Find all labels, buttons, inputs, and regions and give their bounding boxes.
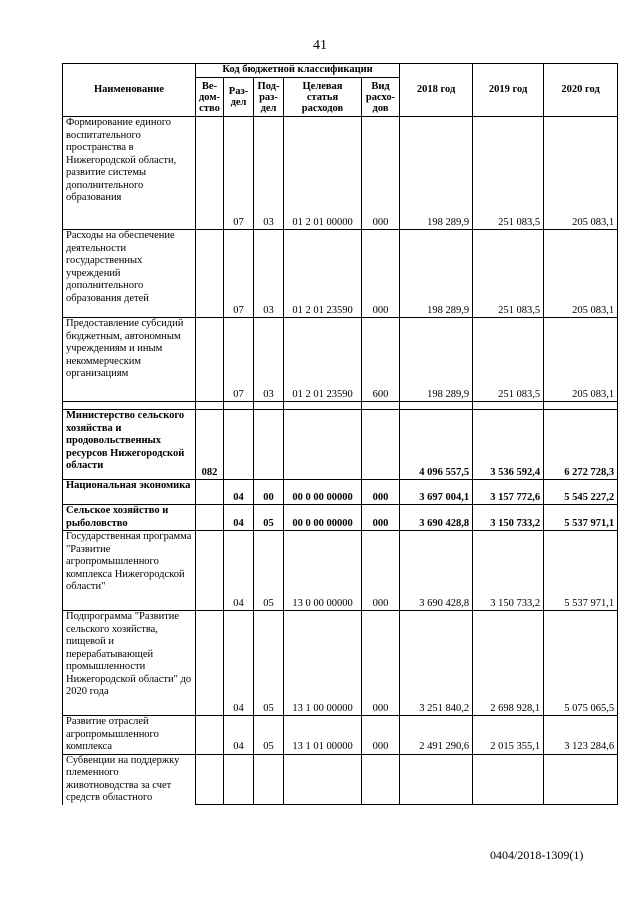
budget-table	[62, 63, 618, 805]
row-podrazdel: 05	[254, 505, 284, 531]
row-razdel	[224, 754, 254, 805]
row-tselevaya-statya: 01 2 01 00000	[284, 117, 362, 230]
row-value-2018: 3 690 428,8	[400, 531, 473, 611]
row-razdel	[224, 402, 254, 410]
row-value-2019: 3 150 733,2	[473, 531, 544, 611]
header-podrazdel: Под- раз- дел	[254, 78, 284, 117]
row-name: Сельское хозяйство и рыболовство	[63, 505, 196, 531]
row-razdel: 04	[224, 480, 254, 505]
row-vid-raskhodov: 000	[362, 117, 400, 230]
row-name: Развитие отраслей агропромышленного комплекса	[63, 716, 196, 755]
row-vedomstvo	[196, 611, 224, 716]
row-razdel: 04	[224, 505, 254, 531]
table-row	[63, 716, 618, 755]
row-value-2019: 3 536 592,4	[473, 410, 544, 480]
row-vedomstvo	[196, 117, 224, 230]
row-tselevaya-statya: 01 2 01 23590	[284, 230, 362, 318]
header-name: Наименование	[63, 64, 196, 117]
row-razdel: 04	[224, 611, 254, 716]
row-podrazdel: 03	[254, 117, 284, 230]
row-podrazdel	[254, 754, 284, 805]
row-name: Субвенции на поддержку племенного животноводства за счет средств областного	[63, 754, 196, 805]
table-row	[63, 410, 618, 480]
row-value-2019: 251 083,5	[473, 230, 544, 318]
row-value-2019: 2 698 928,1	[473, 611, 544, 716]
row-razdel	[224, 410, 254, 480]
row-tselevaya-statya	[284, 410, 362, 480]
row-value-2018: 2 491 290,6	[400, 716, 473, 755]
row-vid-raskhodov: 000	[362, 230, 400, 318]
row-name: Государственная программа "Развитие агропромышленного комплекса Нижегородской области"	[63, 531, 196, 611]
header-vedomstvo: Ве- дом- ство	[196, 78, 224, 117]
row-vedomstvo: 082	[196, 410, 224, 480]
row-value-2020: 205 083,1	[544, 117, 618, 230]
row-tselevaya-statya: 13 0 00 00000	[284, 531, 362, 611]
table-row	[63, 117, 618, 230]
header-budget-code: Код бюджетной классификации	[196, 64, 400, 78]
row-vedomstvo	[196, 754, 224, 805]
row-name: Национальная экономика	[63, 480, 196, 505]
row-vedomstvo	[196, 402, 224, 410]
row-razdel: 04	[224, 716, 254, 755]
row-vedomstvo	[196, 531, 224, 611]
row-vid-raskhodov: 000	[362, 505, 400, 531]
row-value-2020	[544, 754, 618, 805]
document-code: 0404/2018-1309(1)	[490, 848, 584, 862]
row-name: Министерство сельского хозяйства и продовольственных ресурсов Нижегородской области	[63, 410, 196, 480]
row-value-2019: 251 083,5	[473, 318, 544, 402]
row-podrazdel: 05	[254, 716, 284, 755]
page-number: 41	[313, 38, 327, 53]
row-podrazdel: 05	[254, 531, 284, 611]
row-vid-raskhodov: 000	[362, 531, 400, 611]
table-row	[63, 318, 618, 402]
row-tselevaya-statya	[284, 402, 362, 410]
row-value-2019	[473, 754, 544, 805]
row-podrazdel	[254, 402, 284, 410]
table-row	[63, 531, 618, 611]
row-value-2018	[400, 402, 473, 410]
row-podrazdel: 03	[254, 318, 284, 402]
row-podrazdel	[254, 410, 284, 480]
table-body	[63, 117, 618, 805]
table-row	[63, 402, 618, 410]
row-vid-raskhodov: 000	[362, 716, 400, 755]
row-value-2020: 5 537 971,1	[544, 531, 618, 611]
row-name	[63, 402, 196, 410]
header-2020: 2020 год	[544, 64, 618, 117]
row-vedomstvo	[196, 716, 224, 755]
header-tselevaya-statya: Целевая статья расходов	[284, 78, 362, 117]
row-value-2019: 251 083,5	[473, 117, 544, 230]
row-razdel: 07	[224, 117, 254, 230]
row-vedomstvo	[196, 230, 224, 318]
row-razdel: 04	[224, 531, 254, 611]
row-value-2020: 5 537 971,1	[544, 505, 618, 531]
row-value-2018: 198 289,9	[400, 230, 473, 318]
header-2018: 2018 год	[400, 64, 473, 117]
table-row	[63, 754, 618, 805]
row-vid-raskhodov: 000	[362, 480, 400, 505]
row-value-2020: 3 123 284,6	[544, 716, 618, 755]
row-value-2019: 2 015 355,1	[473, 716, 544, 755]
row-value-2018: 3 690 428,8	[400, 505, 473, 531]
row-tselevaya-statya: 13 1 01 00000	[284, 716, 362, 755]
row-value-2018: 3 697 004,1	[400, 480, 473, 505]
row-tselevaya-statya: 00 0 00 00000	[284, 480, 362, 505]
table-row	[63, 611, 618, 716]
row-value-2018: 4 096 557,5	[400, 410, 473, 480]
row-razdel: 07	[224, 318, 254, 402]
row-name: Расходы на обеспечение деятельности государственных учреждений дополнительного образования детей	[63, 230, 196, 318]
row-value-2020: 6 272 728,3	[544, 410, 618, 480]
row-podrazdel: 05	[254, 611, 284, 716]
row-name: Формирование единого воспитательного пространства в Нижегородской области, развитие системы дополнительного образования	[63, 117, 196, 230]
row-value-2020: 5 545 227,2	[544, 480, 618, 505]
row-value-2018: 3 251 840,2	[400, 611, 473, 716]
row-vedomstvo	[196, 480, 224, 505]
table-row	[63, 505, 618, 531]
row-vedomstvo	[196, 505, 224, 531]
header-razdel: Раз- дел	[224, 78, 254, 117]
row-value-2019: 3 157 772,6	[473, 480, 544, 505]
row-value-2019: 3 150 733,2	[473, 505, 544, 531]
row-tselevaya-statya: 01 2 01 23590	[284, 318, 362, 402]
row-value-2020: 5 075 065,5	[544, 611, 618, 716]
row-tselevaya-statya	[284, 754, 362, 805]
row-value-2020: 205 083,1	[544, 230, 618, 318]
row-tselevaya-statya: 13 1 00 00000	[284, 611, 362, 716]
header-vid-raskhodov: Вид расхо- дов	[362, 78, 400, 117]
row-value-2018	[400, 754, 473, 805]
row-razdel: 07	[224, 230, 254, 318]
row-name: Предоставление субсидий бюджетным, автономным учреждениям и иным некоммерческим организациям	[63, 318, 196, 402]
row-vid-raskhodov	[362, 754, 400, 805]
row-podrazdel: 03	[254, 230, 284, 318]
row-value-2019	[473, 402, 544, 410]
row-value-2018: 198 289,9	[400, 117, 473, 230]
row-podrazdel: 00	[254, 480, 284, 505]
row-vid-raskhodov	[362, 410, 400, 480]
row-vedomstvo	[196, 318, 224, 402]
row-vid-raskhodov: 000	[362, 611, 400, 716]
row-value-2018: 198 289,9	[400, 318, 473, 402]
row-tselevaya-statya: 00 0 00 00000	[284, 505, 362, 531]
row-vid-raskhodov	[362, 402, 400, 410]
row-name: Подпрограмма "Развитие сельского хозяйства, пищевой и перерабатывающей промышленности Нижегородской области" до 2020 года	[63, 611, 196, 716]
header-2019: 2019 год	[473, 64, 544, 117]
row-value-2020	[544, 402, 618, 410]
row-vid-raskhodov: 600	[362, 318, 400, 402]
row-value-2020: 205 083,1	[544, 318, 618, 402]
table-row	[63, 230, 618, 318]
table-row	[63, 480, 618, 505]
